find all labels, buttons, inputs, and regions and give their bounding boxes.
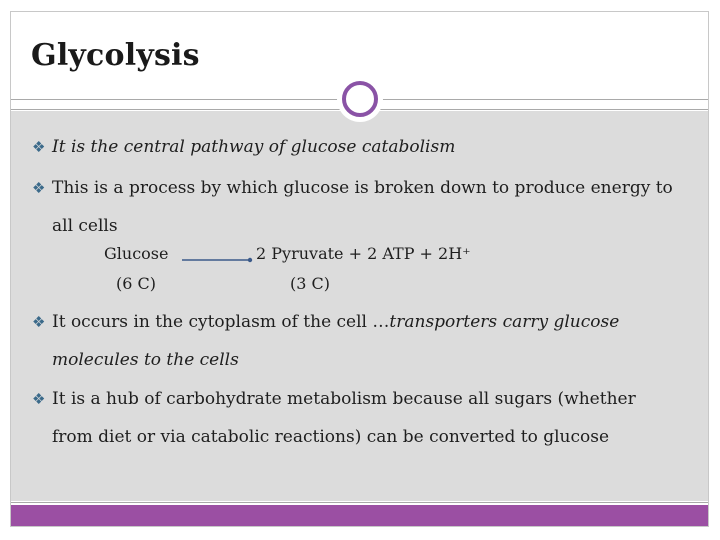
footer-accent-bar (11, 505, 708, 526)
equation-reactant: Glucose (104, 244, 169, 263)
bullet-text: It is the central pathway of glucose catabolism (52, 137, 456, 157)
bullet-text-continued: all cells (52, 216, 118, 236)
bullet-item (32, 128, 682, 166)
equation-products: 2 Pyruvate + 2 ATP + 2H⁺ (256, 244, 471, 263)
diamond-bullet-icon: ❖ (32, 390, 46, 408)
equation-product-carbons: (3 C) (290, 274, 330, 293)
reaction-arrow-icon (182, 257, 254, 263)
bullet-item (32, 380, 682, 456)
circle-ornament-icon (342, 81, 378, 117)
bullet-text-continued: from diet or via catabolic reactions) can be converted to glucose (52, 427, 610, 447)
bullet-text-continued: molecules to the cells (52, 350, 239, 370)
slide-title: Glycolysis (31, 38, 200, 73)
bullet-text: It occurs in the cytoplasm of the cell … (52, 312, 390, 332)
equation-reactant-carbons: (6 C) (116, 274, 156, 293)
bullet-text: This is a process by which glucose is broken down to produce energy to (52, 178, 673, 198)
bullet-item (32, 303, 682, 379)
bullet-text: It is a hub of carbohydrate metabolism because all sugars (whether (52, 389, 636, 409)
diamond-bullet-icon: ❖ (32, 138, 46, 156)
diamond-bullet-icon: ❖ (32, 313, 46, 331)
bullet-item (32, 169, 682, 245)
divider-bottom (11, 502, 708, 503)
diamond-bullet-icon: ❖ (32, 179, 46, 197)
bullet-text-italic: transporters carry glucose (389, 312, 620, 332)
